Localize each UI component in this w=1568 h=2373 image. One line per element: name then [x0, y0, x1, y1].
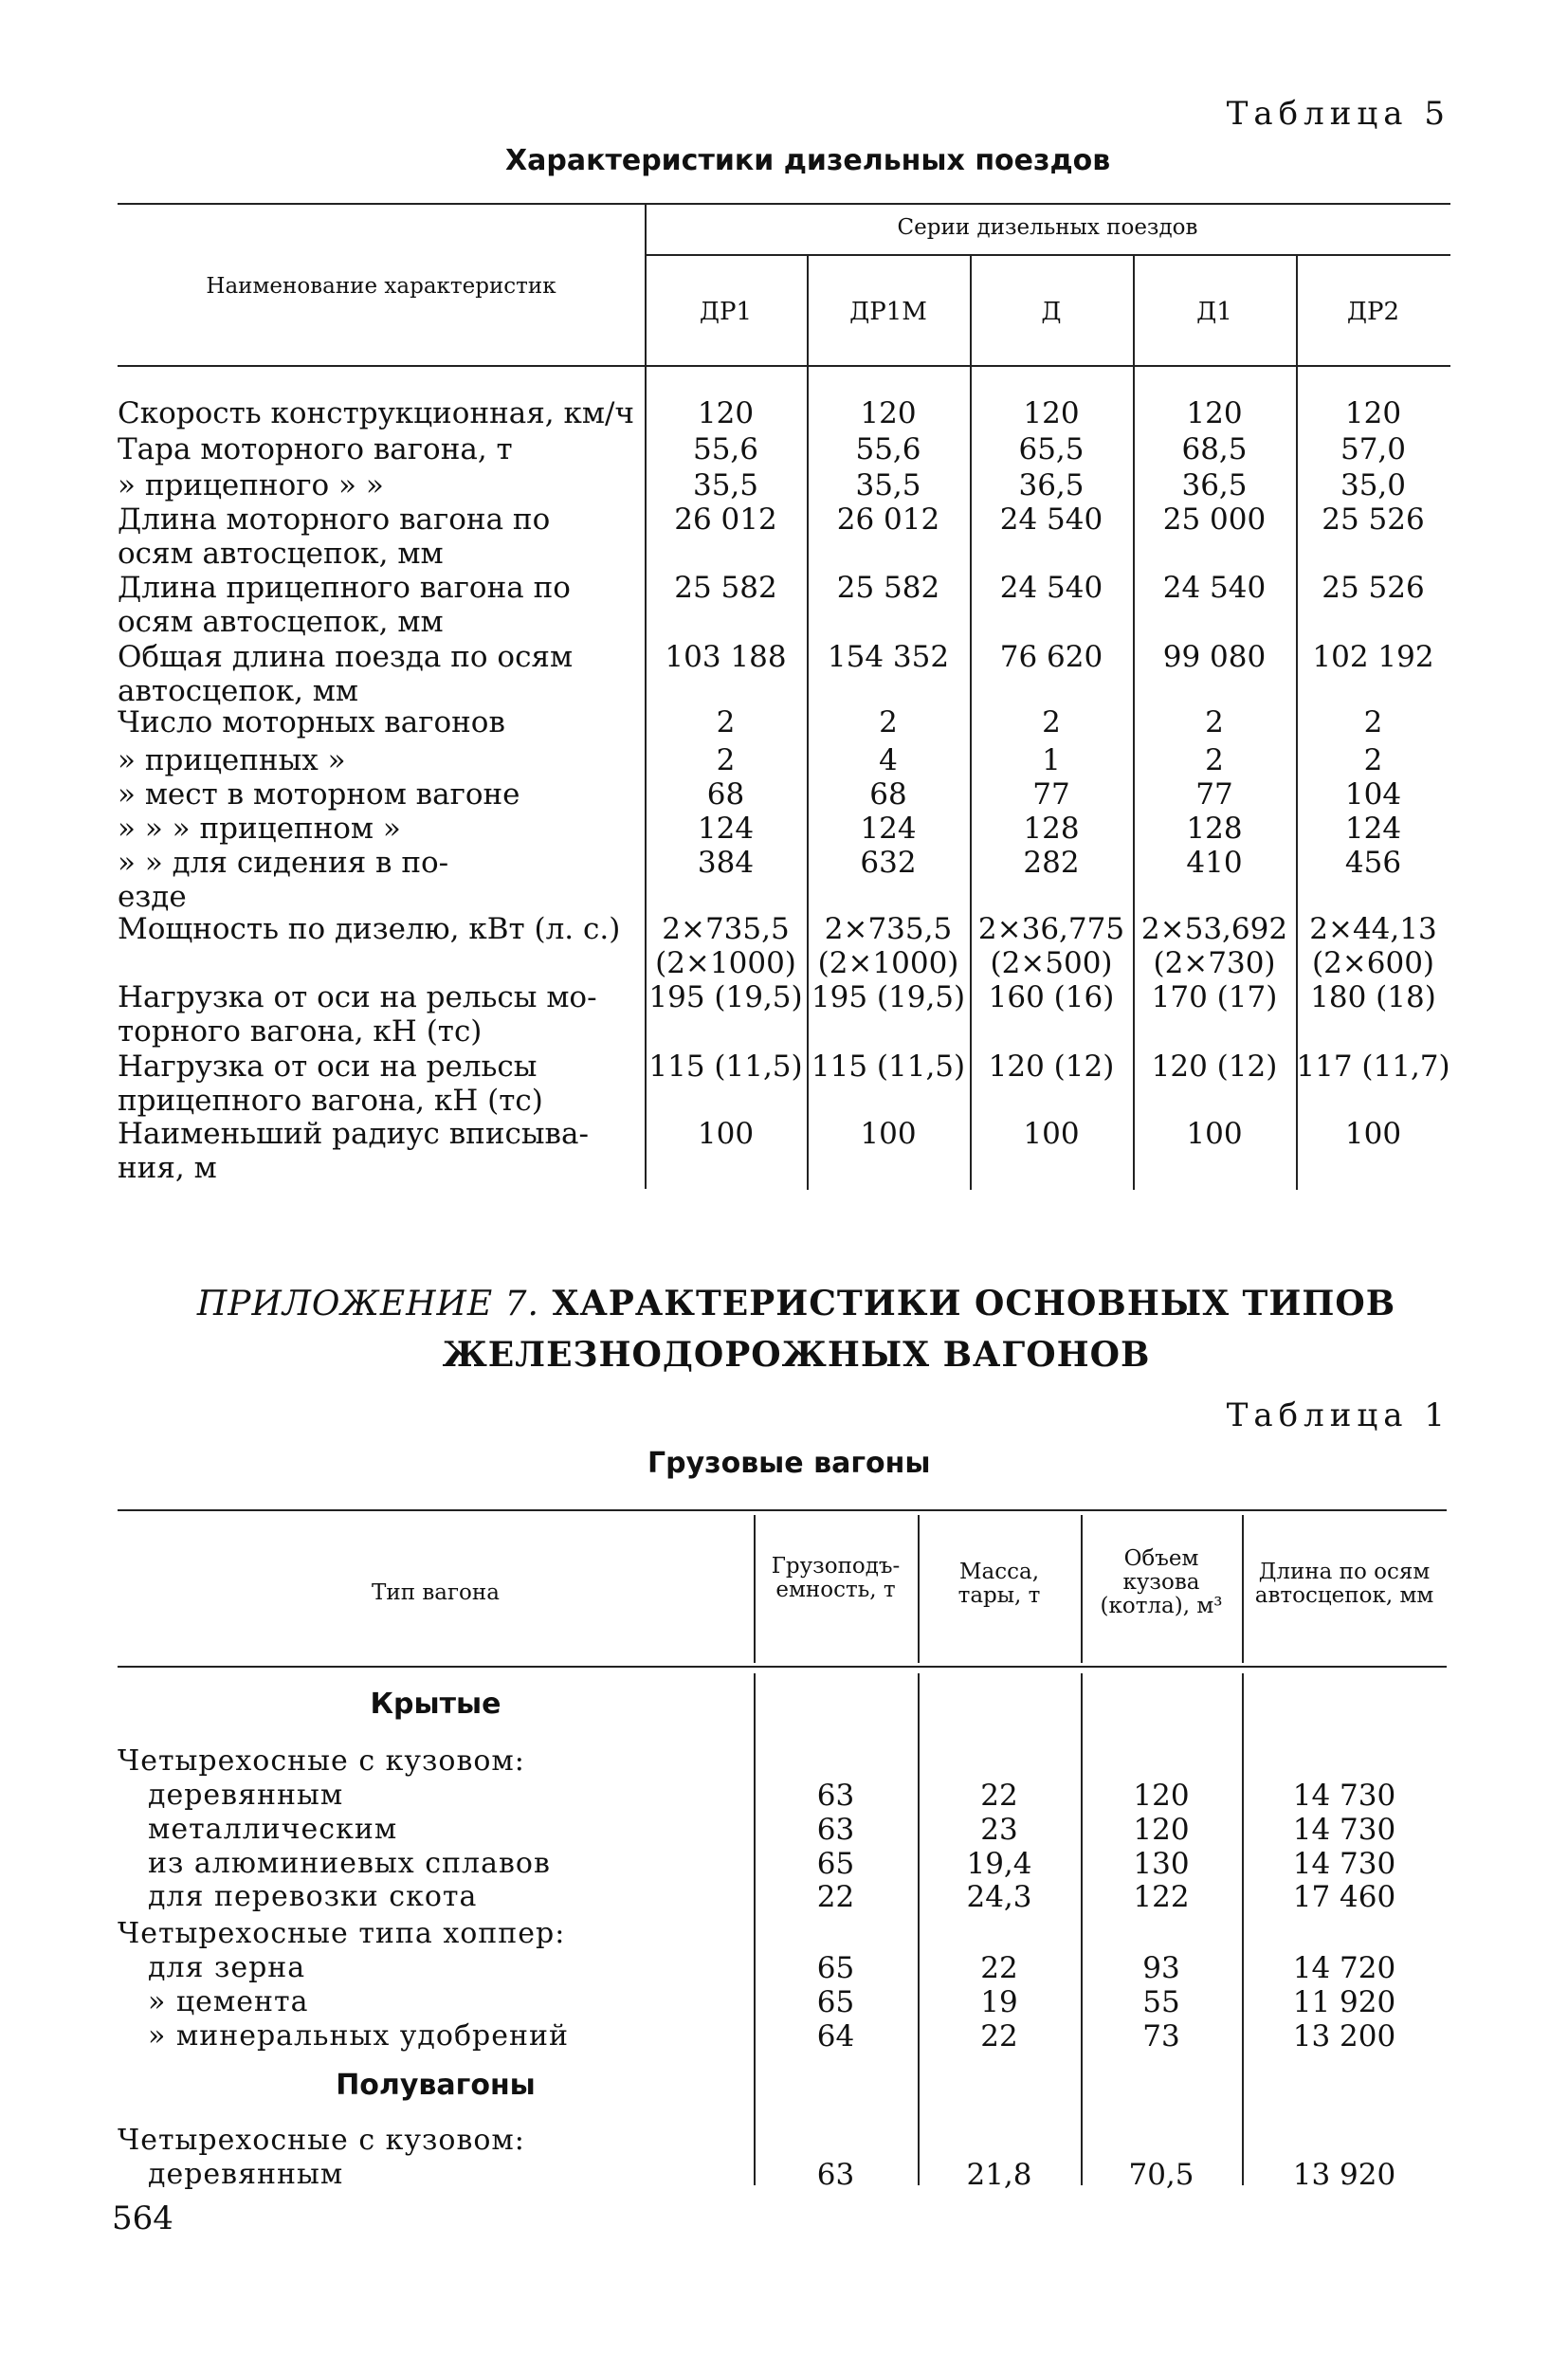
table5-cell: 120	[860, 396, 917, 430]
table1-top-rule	[118, 1509, 1447, 1511]
table5-row-label: Наименьший радиус вписыва-	[118, 1117, 589, 1151]
table1-row-label: » цемента	[148, 1985, 309, 2018]
table5-cell: 55,6	[855, 432, 921, 466]
table5-cell: 25 582	[836, 571, 940, 605]
table5-cell: 35,5	[692, 468, 759, 502]
table5-header-rule	[118, 365, 1450, 367]
table1-row-label: » минеральных удобрений	[148, 2019, 569, 2053]
table5-row-label: Скорость конструкционная, км/ч	[118, 396, 634, 430]
table1-column-header: Масса, тары, т	[957, 1560, 1041, 1608]
table5-cell: 100	[1344, 1117, 1402, 1151]
table5-row-label: Тара моторного вагона, т	[118, 432, 513, 466]
table5-row-label: Нагрузка от оси на рельсы мо-	[118, 980, 597, 1014]
table5-row-label: осям автосцепок, мм	[118, 537, 444, 571]
table1-row-label: Четырехосные типа хоппер:	[118, 1917, 566, 1950]
table5-cell: 2	[1363, 743, 1383, 777]
table5-cell: 100	[860, 1117, 917, 1151]
table5-cell: 99 080	[1162, 640, 1267, 674]
table5-cell: 195 (19,5)	[648, 980, 803, 1014]
table5-cell: 2	[1363, 705, 1383, 739]
table5-cell: 1	[1042, 743, 1061, 777]
table5-cell: 76 620	[999, 640, 1103, 674]
table5-cell: 36,5	[1181, 468, 1248, 502]
table5-row-label: осям автосцепок, мм	[118, 605, 444, 639]
table5-cell: 195 (19,5)	[811, 980, 966, 1014]
table1-cell: 13 920	[1292, 2158, 1396, 2192]
table5-column-header: Д	[1041, 298, 1062, 326]
table5-cell: 180 (18)	[1310, 980, 1436, 1014]
table1-cell: 14 730	[1292, 1847, 1396, 1881]
table1-cell: 17 460	[1292, 1880, 1396, 1914]
table5-cell: 117 (11,7)	[1296, 1050, 1450, 1084]
table5-cell: 120 (12)	[1151, 1050, 1278, 1084]
table5-cell: 2	[716, 743, 736, 777]
table1-cell: 22	[980, 2019, 1018, 2054]
table5-cell: 25 526	[1322, 502, 1425, 537]
table5-cell: 25 582	[674, 571, 777, 605]
table5-cell: 2	[1205, 705, 1224, 739]
table1-row-label: деревянным	[148, 1779, 344, 1812]
table5-cell: 24 540	[999, 571, 1103, 605]
table1-row-label: Четырехосные с кузовом:	[118, 2124, 525, 2157]
table1-section-header: Крытые	[370, 1688, 501, 1721]
table1-row-label: металлическим	[148, 1813, 398, 1846]
table1-cell: 73	[1142, 2019, 1180, 2054]
table5-row-label: Общая длина поезда по осям	[118, 640, 574, 674]
table5-cell: 120	[1186, 396, 1243, 430]
table1-vline	[918, 1673, 920, 2185]
table5-cell: 26 012	[674, 502, 777, 537]
table5-cell: 120 (12)	[988, 1050, 1115, 1084]
table5-row-label: прицепного вагона, кН (тс)	[118, 1084, 543, 1118]
table1-cell: 11 920	[1292, 1985, 1396, 2019]
table5-cell: 124	[1344, 812, 1402, 846]
table1-cell: 130	[1133, 1847, 1190, 1881]
table5-row-label: Число моторных вагонов	[118, 705, 505, 739]
table1-cell: 55	[1142, 1985, 1180, 2019]
table5-cell: 100	[1023, 1117, 1080, 1151]
table5-cell: 2	[716, 705, 736, 739]
appendix-heading-line2: ЖЕЛЕЗНОДОРОЖНЫХ ВАГОНОВ	[442, 1335, 1151, 1375]
table5-cell: 2×53,692 (2×730)	[1140, 912, 1288, 980]
table1-row-label: для перевозки скота	[148, 1880, 478, 1913]
table5-cell: 410	[1186, 846, 1243, 880]
table1-header-rule	[118, 1666, 1447, 1668]
table1-section-header: Полувагоны	[336, 2069, 536, 2102]
table5-cell: 120	[1344, 396, 1402, 430]
table5-cell: 24 540	[1162, 571, 1267, 605]
table5-cell: 68	[706, 777, 745, 812]
table5-column-header: ДР1М	[849, 298, 927, 326]
table5-cell: 55,6	[692, 432, 759, 466]
table5-row-label: » прицепных »	[118, 743, 346, 777]
table5-row-label: торного вагона, кН (тс)	[118, 1014, 483, 1049]
table1-cell: 13 200	[1292, 2019, 1396, 2054]
table5-cell: 120	[697, 396, 755, 430]
table5-column-header: Д1	[1196, 298, 1232, 326]
table5-cell: 2	[1042, 705, 1061, 739]
table5-row-label: Мощность по дизелю, кВт (л. с.)	[118, 912, 621, 946]
table5-cell: 128	[1186, 812, 1243, 846]
table1-cell: 63	[816, 1813, 855, 1847]
table5-cell: 160 (16)	[988, 980, 1115, 1014]
table5-row-label: » » для сидения в по-	[118, 846, 449, 880]
table5-cell: 103 188	[665, 640, 787, 674]
table1-column-header: Длина по осям автосцепок, мм	[1254, 1560, 1434, 1608]
table5-cell: 57,0	[1340, 432, 1407, 466]
table5-cell: 384	[697, 846, 755, 880]
table1-cell: 14 730	[1292, 1779, 1396, 1813]
table5-cell: 170 (17)	[1151, 980, 1278, 1014]
table5-cell: 26 012	[836, 502, 940, 537]
appendix-prefix: ПРИЛОЖЕНИЕ 7.	[196, 1285, 539, 1323]
table1-cell: 65	[816, 1985, 855, 2019]
table1-cell: 21,8	[966, 2158, 1032, 2192]
table1-cell: 23	[980, 1813, 1018, 1847]
table1-cell: 63	[816, 2158, 855, 2192]
table1-title: Грузовые вагоны	[647, 1447, 931, 1480]
table1-cell: 19,4	[966, 1847, 1032, 1881]
table1-cell: 22	[980, 1951, 1018, 1985]
table1-cell: 65	[816, 1951, 855, 1985]
table1-vline	[754, 1673, 756, 2185]
table5-cell: 2	[879, 705, 898, 739]
table5-cell: 24 540	[999, 502, 1103, 537]
table1-cell: 24,3	[966, 1880, 1032, 1914]
table1-row-label: деревянным	[148, 2158, 344, 2191]
table1-row-label: для зерна	[148, 1951, 306, 1984]
table1-cell: 14 720	[1292, 1951, 1396, 1985]
table5-cell: 456	[1344, 846, 1402, 880]
table5-cell: 102 192	[1312, 640, 1434, 674]
table5-top-rule	[118, 203, 1450, 205]
table5-cell: 100	[1186, 1117, 1243, 1151]
appendix-line1: ХАРАКТЕРИСТИКИ ОСНОВНЫХ ТИПОВ	[552, 1284, 1396, 1323]
table1-cell: 22	[980, 1779, 1018, 1813]
table1-cell: 14 730	[1292, 1813, 1396, 1847]
table5-column-header: ДР1	[699, 298, 753, 326]
table5-cell: 35,0	[1340, 468, 1407, 502]
table5-row-label: » » » прицепном »	[118, 812, 401, 846]
table1-cell: 22	[816, 1880, 855, 1914]
table5-row-label: Длина моторного вагона по	[118, 502, 551, 537]
table5-row-label: Нагрузка от оси на рельсы	[118, 1050, 538, 1084]
table1-cell: 64	[816, 2019, 855, 2054]
table5-cell: 2×735,5 (2×1000)	[817, 912, 959, 980]
table5-column-header: ДР2	[1346, 298, 1400, 326]
table5-row-label: » мест в моторном вагоне	[118, 777, 520, 812]
table1-vline	[1242, 1673, 1244, 2185]
table5-cell: 124	[860, 812, 917, 846]
table5-cell: 2×36,775 (2×500)	[977, 912, 1125, 980]
table5-title: Характеристики дизельных поездов	[505, 144, 1111, 177]
table1-cell: 122	[1133, 1880, 1190, 1914]
table1-cell: 120	[1133, 1779, 1190, 1813]
table5-cell: 25 526	[1322, 571, 1425, 605]
table5-series-rule	[645, 254, 1450, 256]
table5-cell: 104	[1344, 777, 1402, 812]
table5-cell: 4	[879, 743, 898, 777]
table5-cell: 2	[1205, 743, 1224, 777]
table5-cell: 100	[697, 1117, 755, 1151]
page-number: 564	[112, 2200, 173, 2237]
table5-caption: Таблица 5	[1226, 95, 1450, 133]
table1-row-label: Четырехосные с кузовом:	[118, 1744, 525, 1778]
table1-caption: Таблица 1	[1226, 1396, 1450, 1434]
table1-row-label: из алюминиевых сплавов	[148, 1847, 551, 1880]
table5-cell: 632	[860, 846, 917, 880]
table5-cell: 68,5	[1181, 432, 1248, 466]
table5-cell: 77	[1195, 777, 1233, 812]
table1-cell: 70,5	[1128, 2158, 1194, 2192]
table5-cell: 35,5	[855, 468, 921, 502]
table5-cell: 68	[869, 777, 907, 812]
table5-cell: 2×735,5 (2×1000)	[655, 912, 796, 980]
table1-cell: 93	[1142, 1951, 1180, 1985]
table5-cell: 120	[1023, 396, 1080, 430]
table5-header-name: Наименование характеристик	[206, 274, 556, 299]
table5-cell: 65,5	[1018, 432, 1085, 466]
table5-cell: 128	[1023, 812, 1080, 846]
table1-cell: 19	[980, 1985, 1018, 2019]
table5-cell: 25 000	[1162, 502, 1267, 537]
table5-row-label: » прицепного » »	[118, 468, 384, 502]
table5-header-series: Серии дизельных поездов	[897, 215, 1198, 240]
table5-cell: 115 (11,5)	[648, 1050, 803, 1084]
table5-cell: 282	[1023, 846, 1080, 880]
appendix-heading	[190, 1278, 1403, 1330]
table5-row-label: автосцепок, мм	[118, 674, 359, 708]
table5-cell: 77	[1032, 777, 1070, 812]
table1-column-header: Грузоподъ- емность, т	[771, 1554, 901, 1602]
table5-cell: 154 352	[827, 640, 950, 674]
table5-cell: 2×44,13 (2×600)	[1309, 912, 1437, 980]
table1-column-header: Тип вагона	[372, 1580, 500, 1605]
table1-cell: 120	[1133, 1813, 1190, 1847]
table1-vline	[1081, 1673, 1083, 2185]
table5-row-label: езде	[118, 880, 187, 914]
table5-row-label: ния, м	[118, 1151, 217, 1185]
table1-cell: 63	[816, 1779, 855, 1813]
table5-vline	[645, 203, 647, 1189]
table1-column-header: Объем кузова (котла), м³	[1100, 1546, 1223, 1618]
table5-cell: 124	[697, 812, 755, 846]
table1-cell: 65	[816, 1847, 855, 1881]
table5-cell: 36,5	[1018, 468, 1085, 502]
table5-cell: 115 (11,5)	[811, 1050, 966, 1084]
table5-row-label: Длина прицепного вагона по	[118, 571, 571, 605]
